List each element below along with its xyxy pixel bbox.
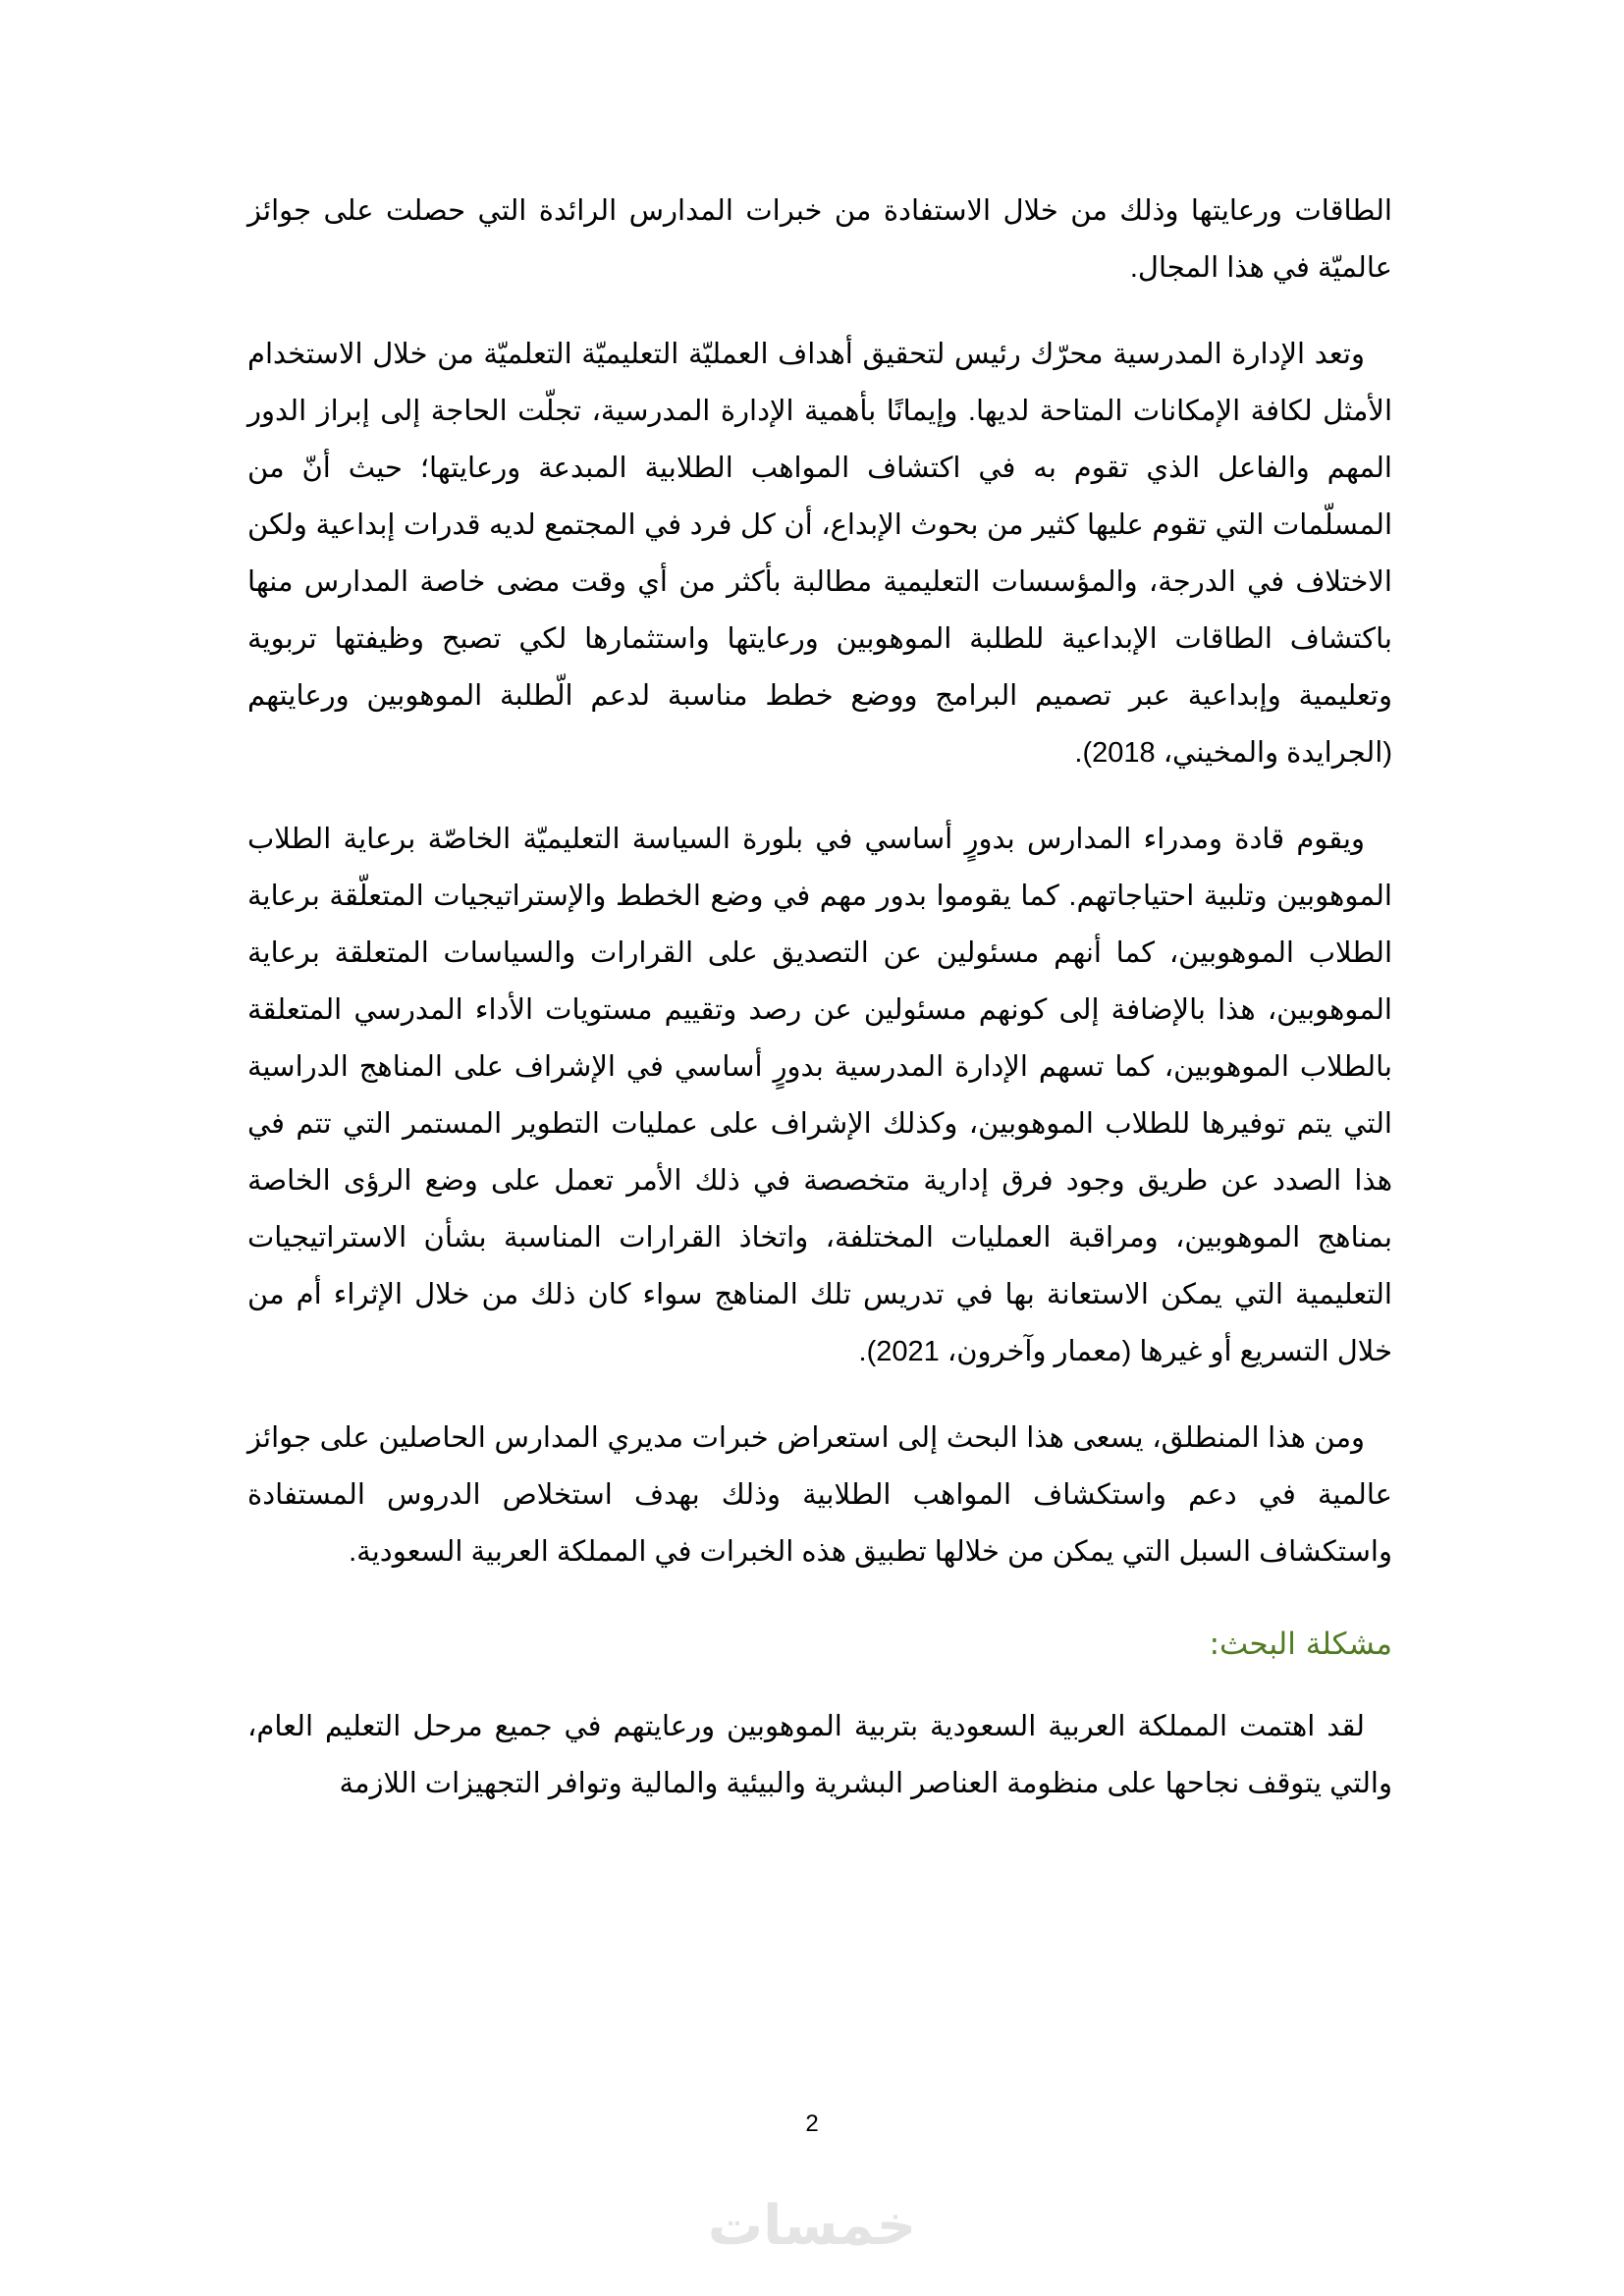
section-heading-research-problem: مشكلة البحث: <box>1209 1627 1392 1662</box>
paragraph-1: الطاقات ورعايتها وذلك من خلال الاستفادة من خبرات المدارس الرائدة التي حصلت على جوائز عالميّة في هذا المجال. <box>247 195 1392 284</box>
page-content <box>247 183 1392 1842</box>
paragraph-3: ويقوم قادة ومدراء المدارس بدورٍ أساسي في بلورة السياسة التعليميّة الخاصّة برعاية الطلاب الموهوبين وتلبية احتياجاتهم. كما يقوموا بدور مهم في وضع الخطط والإستراتيجيات المتعلّقة برعاية الطلاب الموهوبين، كما أنهم مسئولين عن التصديق على القرارات والسياسات المتعلقة برعاية الموهوبين، هذا بالإضافة إلى كونهم مسئولين عن رصد وتقييم مستويات الأداء المدرسي المتعلقة بالطلاب الموهوبين، كما تسهم الإدارة المدرسية بدورٍ أساسي في الإشراف على المناهج الدراسية التي يتم توفيرها للطلاب الموهوبين، وكذلك الإشراف على عمليات التطوير المستمر التي تتم في هذا الصدد عن طريق وجود فرق إدارية متخصصة في ذلك الأمر تعمل على وضع الرؤى الخاصة بمناهج الموهوبين، ومراقبة العمليات المختلفة، واتخاذ القرارات المناسبة بشأن الاستراتيجيات التعليمية التي يمكن الاستعانة بها في تدريس تلك المناهج سواء كان ذلك من خلال الإثراء أم من خلال التسريع أو غيرها (معمار وآخرون، 2021). <box>247 824 1392 1367</box>
paragraph-4: ومن هذا المنطلق، يسعى هذا البحث إلى استعراض خبرات مديري المدارس الحاصلين على جوائز عالمية في دعم واستكشاف المواهب الطلابية وذلك بهدف استخلاص الدروس المستفادة واستكشاف السبل التي يمكن من خلالها تطبيق هذه الخبرات في المملكة العربية السعودية. <box>247 1422 1392 1568</box>
paragraph-5: لقد اهتمت المملكة العربية السعودية بتربية الموهوبين ورعايتهم في جميع مرحل التعليم العام، والتي يتوقف نجاحها على منظومة العناصر البشرية والبيئية والمالية وتوافر التجهيزات اللازمة <box>247 1711 1392 1799</box>
paragraph-2: وتعد الإدارة المدرسية محرّك رئيس لتحقيق أهداف العمليّة التعليميّة التعلميّة من خلال الاستخدام الأمثل لكافة الإمكانات المتاحة لديها. وإيمانًا بأهمية الإدارة المدرسية، تجلّت الحاجة إلى إبراز الدور المهم والفاعل الذي تقوم به في اكتشاف المواهب الطلابية المبدعة ورعايتها؛ حيث أنّ من المسلّمات التي تقوم عليها كثير من بحوث الإبداع، أن كل فرد في المجتمع لديه قدرات إبداعية ولكن الاختلاف في الدرجة، والمؤسسات التعليمية مطالبة بأكثر من أي وقت مضى خاصة المدارس منها باكتشاف الطاقات الإبداعية للطلبة الموهوبين ورعايتها واستثمارها لكي تصبح وظيفتها تربوية وتعليمية وإبداعية عبر تصميم البرامج ووضع خطط مناسبة لدعم الّطلبة الموهوبين ورعايتهم (الجرايدة والمخيني، 2018). <box>247 339 1392 769</box>
page-number: 2 <box>805 2110 819 2137</box>
watermark-logo: خمسات <box>707 2194 917 2258</box>
